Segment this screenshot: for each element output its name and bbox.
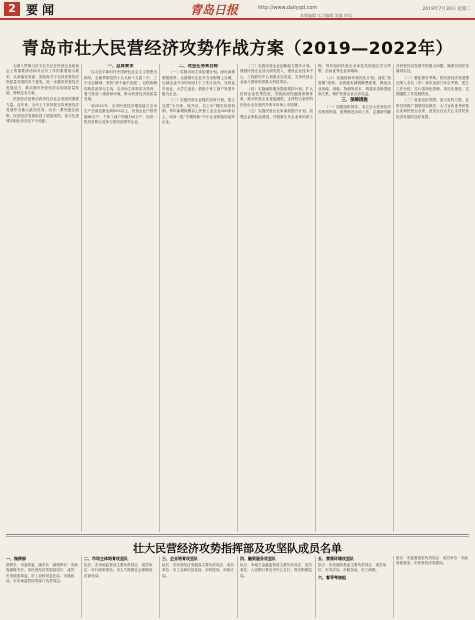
roster-group-title: 一、指挥部 [6,556,26,561]
roster-headline: 壮大民营经济攻势指挥部及攻坚队成员名单 [133,542,342,555]
issue-date: 2019年7月30日 星期二 [422,7,471,12]
roster-group-members: 队长：市地方金融监管局主要负责同志 成员单位：人民银行青岛市中心支行、青岛银保监局。 [240,563,312,578]
section-heading: 三、保障措施 [341,98,368,104]
section-divider [6,534,469,535]
newspaper-url[interactable]: http://www.dailyqd.com [258,5,318,11]
page-number: 2 [4,2,20,16]
roster-group-title: 五、营商环境攻坚队 [318,556,354,561]
section-heading: 二、攻坚任务和目标 [178,64,219,69]
roster-group-title: 三、企业培育攻坚队 [162,556,198,561]
body-paragraph: 到2022年，全市民营经济增加值占全市生产总值比重达到55%以上，民营企业户数突破40万户，个体工商户突破100万户，培育一批具有核心竞争力的民营领军企业。 [84,103,157,125]
article-body [6,64,469,532]
roster-group-title: 四、融资服务攻坚队 [240,556,276,561]
section-heading: 一、总体要求 [107,64,134,69]
editor-credits: 本版编辑 实习编辑 美编 审读 [300,13,352,18]
body-paragraph: （六）实施营商环境优化计划。深化“放管服”改革，全面落实减税降费政策，降低企业用能、用地、物流等成本，构建亲清新型政商关系，保护民营企业合法权益。 [318,75,391,97]
roster-group-members: 队长：市发展改革委主要负责同志 成员单位：市司法局、市税务局、市工商联。 [318,563,387,573]
body-paragraph: （一）加强组织领导。成立壮大民营经济攻势指挥部，统筹推进各项工作，定期研究解决民营经济发展中的重大问题，确保各项任务落到实处。 [318,64,469,115]
main-headline: 青岛市壮大民营经济攻势作战方案（2019—2022年） [21,39,454,59]
roster-group-members: 指挥长：市委常委、副市长 副指挥长：市政府副秘书长，市民营经济发展局局长 成员：市发展改革委、市工业和信息化局、市财政局、市市场监管局等部门负责同志。 [6,563,78,583]
intro-paragraph: 民营经济是推动我市经济社会发展的重要力量。近年来，全市上下坚持把支持民营经济发展作为重大政治任务，出台一系列惠企政策，民营经济发展取得了明显成效，但与先进城市相比仍存在不少差距。 [6,97,79,124]
body-paragraph: （五）实施民营企业家素质提升计划。加强企业家队伍建设，开展新生代企业家培养工程，每年组织民营企业家赴先进地区学习考察，弘扬优秀企业家精神。 [240,64,391,119]
body-paragraph: （三）营造良好氛围。加大宣传力度，及时总结推广典型经验做法，大力宣传优秀民营企业和民营企业家，营造全社会关心支持民营经济发展的良好氛围。 [396,98,469,119]
intro-paragraph: 为深入贯彻习近平总书记在民营企业座谈会上的重要讲话和对山东工作的重要指示要求，认真落实省委、省政府关于支持民营经济高质量发展的若干意见，进一步激发民营经济发展活力，推动我市民营经济实现高质量发展，特制定本方案。 [6,64,79,96]
roster-group-members: 组长：市委督查室负责同志 成员单位：市政府督查室、市民营经济发展局。 [396,556,468,566]
body-paragraph: （二）强化督导考核。将民营经济发展情况纳入各区（市）和市直部门综合考核，建立工作台账，实行清单化管理、项目化推进，定期通报工作进展情况。 [396,75,469,97]
body-paragraph: （三）实施民营企业创新能力提升计划。鼓励民营企业加大研发投入，建设企业技术中心、工程研究中心和重点实验室，支持民营企业参与国家和省重大科技项目。 [240,64,313,85]
section-divider [6,536,469,537]
masthead [0,0,475,20]
roster-group-members: 队长：市民营经济发展局主要负责同志 成员单位：市工业和信息化局、市科技局、市统计局。 [162,563,234,578]
roster-group-title: 六、督导考核组 [318,574,346,580]
body-paragraph: （四）实施融资服务提质增效计划。扩大民营企业信贷投放，发展政府性融资担保体系，推动民营企业直接融资，支持符合条件的民营企业在境内外资本市场上市挂牌。 [240,86,313,107]
body-paragraph: （一）实施市场主体倍增计划。深化商事制度改革，全面推行企业开办全程网上办理，压减企业开办时间至1个工作日以内。支持返乡创业、大学生创业，鼓励个体工商户转型升级为企业。 [162,70,235,97]
body-paragraph: （二）实施民营企业梯次培育计划。建立完善“小升规、规升巨、巨上市”梯次培育机制，每年新增规模以上民营工业企业200家以上，培育一批“专精特新”中小企业和隐形冠军企业。 [162,98,235,125]
body-paragraph: 以习近平新时代中国特色社会主义思想为指导，全面贯彻党的十九大和十九届二中、三中全会精神，坚持“两个毫不动摇”，以供给侧结构性改革为主线，以市场主体需求为导向，着力营造一流营商环境，推动民营经济高质量发展。 [84,70,157,102]
section-name: 要闻 [26,3,59,17]
newspaper-logo: 青岛日报 [190,3,239,17]
roster-group-title: 二、市场主体培育攻坚队 [84,556,128,561]
roster-group-members: 队长：市市场监管局主要负责同志 成员单位：市行政审批局、市人力资源社会保障局、市商务局。 [84,563,156,578]
roster-body [6,556,469,618]
